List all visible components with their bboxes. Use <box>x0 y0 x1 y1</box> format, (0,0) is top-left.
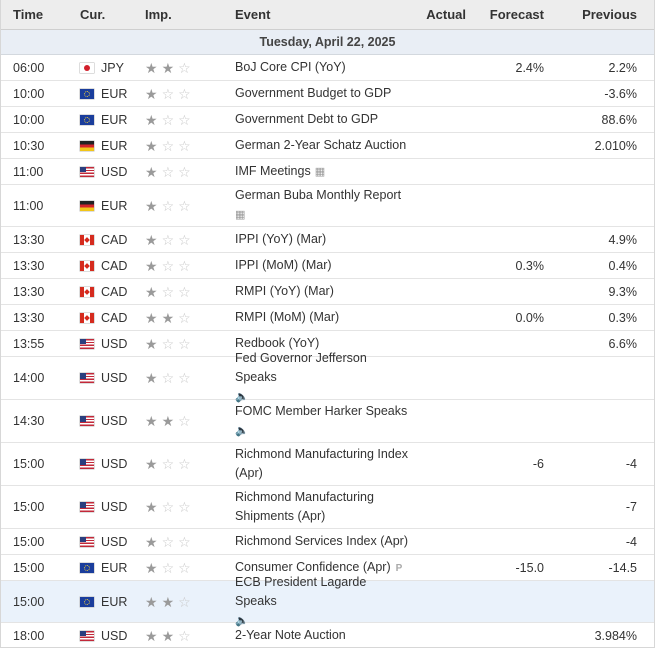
importance-stars <box>137 139 227 153</box>
event-time: 10:00 <box>13 86 45 101</box>
star-filled-icon: ★ <box>145 456 158 472</box>
event-title[interactable]: German Buba Monthly Report <box>235 188 402 202</box>
event-currency <box>75 87 137 101</box>
event-previous: 0.4% <box>608 258 637 273</box>
star-filled-icon: ★ <box>145 627 158 644</box>
star-empty-icon: ☆ <box>178 59 191 76</box>
event-previous: 4.9% <box>608 232 637 247</box>
flag-usd-icon <box>80 502 94 512</box>
event-currency <box>75 337 137 351</box>
speaker-icon[interactable]: 🔈 <box>235 614 249 627</box>
event-forecast: 2.4% <box>515 60 544 75</box>
event-currency <box>75 165 137 179</box>
table-row[interactable] <box>1 81 654 107</box>
currency-code: USD <box>101 164 128 179</box>
header-time[interactable]: Time <box>13 7 44 22</box>
event-title[interactable]: RMPI (MoM) (Mar) <box>235 310 340 324</box>
star-filled-icon: ★ <box>145 593 158 610</box>
currency-code: EUR <box>101 594 128 609</box>
event-previous: -4 <box>625 457 637 471</box>
flag-eurd-icon <box>80 141 94 151</box>
star-filled-icon: ★ <box>145 335 158 352</box>
event-previous: 0.3% <box>608 310 637 325</box>
flag-usd-icon <box>80 167 94 177</box>
event-title[interactable]: 2-Year Note Auction <box>235 628 346 642</box>
table-row[interactable] <box>1 55 654 81</box>
star-empty-icon: ☆ <box>178 335 191 352</box>
flag-eur-icon <box>80 89 94 99</box>
flag-usd-icon <box>80 339 94 349</box>
event-currency <box>75 595 137 609</box>
event-name[interactable] <box>227 349 411 407</box>
star-filled-icon: ★ <box>161 593 175 610</box>
event-time: 15:00 <box>13 560 45 575</box>
table-row[interactable] <box>1 305 654 331</box>
event-title[interactable]: FOMC Member Harker Speaks <box>235 403 408 418</box>
event-name[interactable] <box>227 230 411 249</box>
event-currency <box>75 113 137 127</box>
star-empty-icon: ☆ <box>161 163 175 180</box>
event-title[interactable]: Richmond Services Index (Apr) <box>235 534 408 548</box>
event-time: 14:00 <box>13 371 45 385</box>
event-title[interactable]: Redbook (YoY) <box>235 336 320 350</box>
currency-code: USD <box>101 628 128 643</box>
event-name[interactable] <box>227 308 411 327</box>
header-forecast[interactable]: Forecast <box>489 7 544 22</box>
event-currency <box>75 311 137 325</box>
event-time: 13:30 <box>13 310 45 325</box>
event-currency <box>75 61 137 75</box>
flag-eur-icon <box>80 597 94 607</box>
star-empty-icon: ☆ <box>161 559 175 576</box>
currency-code: EUR <box>101 138 128 153</box>
flag-usd-icon <box>80 416 94 426</box>
flag-usd-icon <box>80 373 94 383</box>
table-header <box>1 0 654 30</box>
currency-code: CAD <box>101 310 128 325</box>
currency-code: JPY <box>101 60 124 75</box>
importance-stars <box>137 595 227 609</box>
star-empty-icon: ☆ <box>161 533 175 550</box>
star-filled-icon: ★ <box>145 283 158 300</box>
star-filled-icon: ★ <box>145 370 158 386</box>
star-empty-icon: ☆ <box>178 499 191 515</box>
event-forecast: 0.3% <box>515 258 544 273</box>
event-name[interactable] <box>227 110 411 129</box>
event-name[interactable] <box>227 256 411 275</box>
event-forecast: 0.0% <box>515 310 544 325</box>
flag-usd-icon <box>80 537 94 547</box>
event-title[interactable]: RMPI (YoY) (Mar) <box>235 284 334 298</box>
star-empty-icon: ☆ <box>178 309 191 326</box>
star-empty-icon: ☆ <box>161 370 175 386</box>
event-name[interactable] <box>227 136 411 155</box>
event-title[interactable]: German 2-Year Schatz Auction <box>235 138 407 152</box>
event-time: 10:30 <box>13 138 45 153</box>
event-currency <box>75 629 137 643</box>
star-filled-icon: ★ <box>161 627 175 644</box>
event-currency <box>75 233 137 247</box>
event-time: 18:00 <box>13 628 45 643</box>
importance-stars <box>137 629 227 643</box>
currency-code: EUR <box>101 560 128 575</box>
star-empty-icon: ☆ <box>178 627 191 644</box>
importance-stars <box>137 457 227 471</box>
star-filled-icon: ★ <box>145 559 158 576</box>
event-title[interactable]: Government Budget to GDP <box>235 86 392 100</box>
star-empty-icon: ☆ <box>161 283 175 300</box>
table-row[interactable] <box>1 351 654 403</box>
table-row[interactable] <box>1 279 654 305</box>
star-empty-icon: ☆ <box>178 533 191 550</box>
event-currency <box>75 457 137 471</box>
event-title[interactable]: Richmond Manufacturing Index (Apr) <box>235 447 409 480</box>
report-icon[interactable]: ▦ <box>314 165 326 178</box>
star-empty-icon: ☆ <box>178 163 191 180</box>
currency-code: USD <box>101 500 128 514</box>
table-row[interactable] <box>1 159 654 185</box>
star-empty-icon: ☆ <box>161 111 175 128</box>
table-row[interactable] <box>1 133 654 159</box>
importance-stars <box>137 165 227 179</box>
currency-code: EUR <box>101 198 128 213</box>
star-empty-icon: ☆ <box>178 257 191 274</box>
event-name[interactable] <box>227 84 411 103</box>
event-currency <box>75 259 137 273</box>
star-empty-icon: ☆ <box>178 85 191 102</box>
flag-eur-icon <box>80 115 94 125</box>
event-previous: 2.010% <box>594 138 637 153</box>
event-list <box>1 55 654 648</box>
currency-code: USD <box>101 336 128 351</box>
event-title[interactable]: Fed Governor Jefferson Speaks <box>235 351 367 384</box>
star-filled-icon: ★ <box>145 197 158 214</box>
date-separator: Tuesday, April 22, 2025 <box>1 30 654 55</box>
event-previous: -4 <box>625 534 637 549</box>
star-empty-icon: ☆ <box>178 197 191 214</box>
event-currency <box>75 371 137 385</box>
star-filled-icon: ★ <box>145 499 158 515</box>
star-empty-icon: ☆ <box>161 456 175 472</box>
event-currency <box>75 199 137 213</box>
importance-stars <box>137 87 227 101</box>
star-empty-icon: ☆ <box>161 499 175 515</box>
star-filled-icon: ★ <box>145 163 158 180</box>
event-time: 11:00 <box>13 164 44 179</box>
event-time: 15:00 <box>13 500 45 514</box>
star-filled-icon: ★ <box>161 59 175 76</box>
importance-stars <box>137 61 227 75</box>
event-time: 15:00 <box>13 457 45 471</box>
star-empty-icon: ☆ <box>178 456 191 472</box>
flag-eurd-icon <box>80 201 94 211</box>
currency-code: EUR <box>101 112 128 127</box>
star-filled-icon: ★ <box>145 85 158 102</box>
flag-cad-icon <box>80 261 94 271</box>
currency-code: EUR <box>101 86 128 101</box>
star-empty-icon: ☆ <box>178 283 191 300</box>
event-title[interactable]: Government Debt to GDP <box>235 112 379 126</box>
star-empty-icon: ☆ <box>178 413 191 429</box>
star-filled-icon: ★ <box>145 309 158 326</box>
event-time: 15:00 <box>13 534 45 549</box>
event-forecast: -6 <box>532 457 544 471</box>
event-previous: 3.984% <box>594 628 637 643</box>
flag-usd-icon <box>80 459 94 469</box>
event-time: 13:30 <box>13 232 45 247</box>
star-empty-icon: ☆ <box>178 370 191 386</box>
event-currency <box>75 139 137 153</box>
event-previous: 6.6% <box>608 336 637 351</box>
importance-stars <box>137 259 227 273</box>
event-name[interactable] <box>227 532 411 551</box>
event-time: 11:00 <box>13 198 44 213</box>
importance-stars <box>137 199 227 213</box>
event-previous: -14.5 <box>608 560 637 575</box>
importance-stars <box>137 561 227 575</box>
currency-code: USD <box>101 534 128 549</box>
star-empty-icon: ☆ <box>178 111 191 128</box>
star-filled-icon: ★ <box>145 59 158 76</box>
star-empty-icon: ☆ <box>178 137 191 154</box>
event-currency <box>75 414 137 428</box>
speaker-icon[interactable]: 🔈 <box>235 424 249 437</box>
event-currency <box>75 500 137 514</box>
report-icon[interactable]: ▦ <box>235 209 246 221</box>
table-row[interactable] <box>1 227 654 253</box>
flag-cad-icon <box>80 235 94 245</box>
table-row[interactable] <box>1 529 654 555</box>
event-title[interactable]: IPPI (MoM) (Mar) <box>235 258 332 272</box>
flag-cad-icon <box>80 313 94 323</box>
importance-stars <box>137 414 227 428</box>
table-row[interactable] <box>1 185 654 227</box>
event-time: 14:30 <box>13 414 45 428</box>
event-time: 15:00 <box>13 594 45 609</box>
preliminary-icon: P <box>395 562 403 574</box>
star-empty-icon: ☆ <box>161 85 175 102</box>
star-empty-icon: ☆ <box>161 335 175 352</box>
table-row[interactable] <box>1 253 654 279</box>
star-filled-icon: ★ <box>145 137 158 154</box>
table-row[interactable] <box>1 443 654 486</box>
event-currency <box>75 561 137 575</box>
table-row[interactable] <box>1 623 654 648</box>
importance-stars <box>137 311 227 325</box>
star-empty-icon: ☆ <box>161 231 175 248</box>
header-event[interactable]: Event <box>235 7 271 22</box>
event-time: 06:00 <box>13 60 45 75</box>
currency-code: CAD <box>101 232 128 247</box>
currency-code: CAD <box>101 284 128 299</box>
flag-usd-icon <box>80 631 94 641</box>
event-time: 13:30 <box>13 284 45 299</box>
star-empty-icon: ☆ <box>178 559 191 576</box>
event-forecast: -15.0 <box>515 560 544 575</box>
event-title[interactable]: IPPI (YoY) (Mar) <box>235 232 327 246</box>
star-filled-icon: ★ <box>145 231 158 248</box>
importance-stars <box>137 371 227 385</box>
event-previous: 88.6% <box>601 112 637 127</box>
star-filled-icon: ★ <box>145 533 158 550</box>
star-filled-icon: ★ <box>161 413 175 429</box>
star-empty-icon: ☆ <box>178 231 191 248</box>
star-empty-icon: ☆ <box>178 593 191 610</box>
currency-code: USD <box>101 371 128 385</box>
event-title[interactable]: IMF Meetings <box>235 163 311 178</box>
event-previous: -3.6% <box>604 86 637 101</box>
event-name[interactable] <box>227 626 411 645</box>
event-name[interactable] <box>227 162 411 182</box>
event-name[interactable] <box>227 573 411 631</box>
importance-stars <box>137 233 227 247</box>
star-filled-icon: ★ <box>145 111 158 128</box>
event-currency <box>75 535 137 549</box>
event-time: 10:00 <box>13 112 45 127</box>
table-row[interactable] <box>1 574 654 627</box>
event-previous: -7 <box>625 500 637 514</box>
importance-stars <box>137 500 227 514</box>
header-previous[interactable]: Previous <box>582 7 637 22</box>
star-empty-icon: ☆ <box>161 257 175 274</box>
header-actual[interactable]: Actual <box>426 7 466 22</box>
speaker-icon[interactable]: 🔈 <box>235 391 249 403</box>
event-currency <box>75 285 137 299</box>
star-filled-icon: ★ <box>145 257 158 274</box>
importance-stars <box>137 285 227 299</box>
event-previous: 9.3% <box>608 284 637 299</box>
importance-stars <box>137 113 227 127</box>
event-time: 13:55 <box>13 336 45 351</box>
star-filled-icon: ★ <box>161 309 175 326</box>
star-filled-icon: ★ <box>145 413 158 429</box>
header-currency[interactable]: Cur. <box>80 7 106 22</box>
event-name[interactable] <box>227 186 411 225</box>
flag-jpy-icon <box>80 63 94 73</box>
star-empty-icon: ☆ <box>161 197 175 214</box>
table-row[interactable] <box>1 107 654 133</box>
event-name[interactable] <box>227 488 411 526</box>
event-title[interactable]: Consumer Confidence (Apr) <box>235 559 391 574</box>
event-title[interactable]: Richmond Manufacturing Shipments (Apr) <box>235 490 374 523</box>
event-name[interactable] <box>227 282 411 301</box>
currency-code: USD <box>101 457 128 471</box>
event-name[interactable] <box>227 58 411 77</box>
event-name[interactable] <box>227 402 411 441</box>
currency-code: USD <box>101 414 128 428</box>
importance-stars <box>137 337 227 351</box>
currency-code: CAD <box>101 258 128 273</box>
star-empty-icon: ☆ <box>161 137 175 154</box>
event-time: 13:30 <box>13 258 45 273</box>
flag-cad-icon <box>80 287 94 297</box>
event-name[interactable] <box>227 445 411 483</box>
event-previous: 2.2% <box>608 60 637 75</box>
header-importance[interactable]: Imp. <box>145 7 172 22</box>
table-row[interactable] <box>1 400 654 443</box>
table-row[interactable] <box>1 486 654 529</box>
importance-stars <box>137 535 227 549</box>
flag-eur-icon <box>80 563 94 573</box>
event-title[interactable]: BoJ Core CPI (YoY) <box>235 60 346 74</box>
event-title[interactable]: ECB President Lagarde Speaks <box>235 574 367 608</box>
